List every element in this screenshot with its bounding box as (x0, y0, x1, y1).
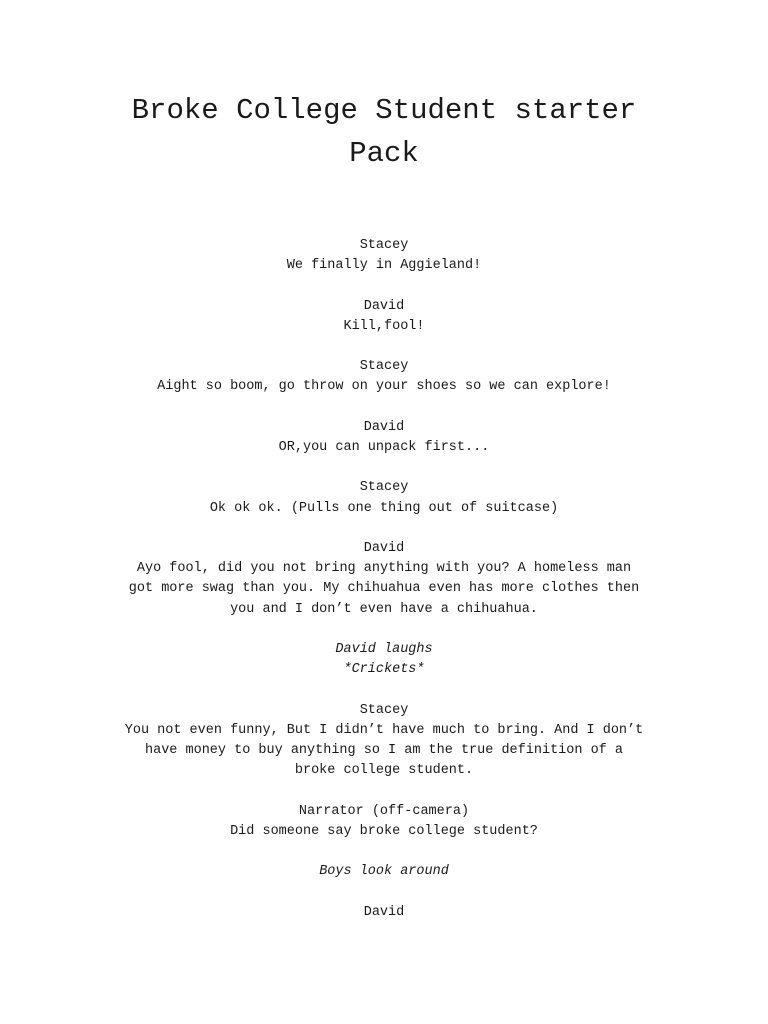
character-name: David (363, 904, 405, 920)
character-name: David (363, 298, 405, 314)
dialogue-block (0, 701, 768, 782)
character-name: Narrator (off-camera) (298, 803, 470, 819)
dialogue-line: Aight so boom, go throw on your shoes so we can explore! (157, 379, 611, 395)
block-spacer (0, 458, 768, 478)
dialogue-block (0, 802, 768, 842)
block-spacer (0, 882, 768, 902)
dialogue-block (0, 478, 768, 518)
dialogue-line: Ayo fool, did you not bring anything with you? A homeless man (136, 561, 632, 577)
dialogue-line: Ok ok ok. (Pulls one thing out of suitcase) (209, 500, 559, 516)
block-spacer (0, 842, 768, 862)
dialogue-line: Did someone say broke college student? (230, 823, 538, 839)
dialogue-line: you and I don’t even have a chihuahua. (230, 601, 538, 617)
block-spacer (0, 620, 768, 640)
dialogue-line: Kill,fool! (343, 318, 425, 334)
dialogue-block (0, 903, 768, 923)
character-name: Stacey (359, 702, 409, 718)
block-spacer (0, 519, 768, 539)
title-line-1: Broke College Student starter (131, 94, 637, 127)
dialogue-line: got more swag than you. My chihuahua even has more clothes then (128, 581, 640, 597)
title-line-2: Pack (349, 137, 419, 170)
dialogue-block (0, 539, 768, 620)
action-line: *Crickets* (343, 662, 425, 678)
script-body (0, 236, 768, 923)
character-name: David (363, 419, 405, 435)
dialogue-line: have money to buy anything so I am the true definition of a (145, 742, 623, 758)
character-name: Stacey (359, 238, 409, 253)
block-spacer (0, 276, 768, 296)
character-name: Stacey (359, 480, 409, 496)
dialogue-line: OR,you can unpack first... (278, 439, 490, 455)
document-title (0, 89, 768, 175)
block-spacer (0, 398, 768, 418)
dialogue-block (0, 236, 768, 276)
dialogue-block (0, 418, 768, 458)
block-spacer (0, 781, 768, 801)
dialogue-line: broke college student. (294, 763, 474, 779)
action-line: Boys look around (319, 864, 449, 880)
action-block (0, 640, 768, 680)
dialogue-block (0, 297, 768, 337)
dialogue-block (0, 357, 768, 397)
dialogue-line: We finally in Aggieland! (286, 258, 482, 274)
block-spacer (0, 680, 768, 700)
action-block (0, 862, 768, 882)
action-line: David laughs (335, 641, 433, 657)
block-spacer (0, 337, 768, 357)
dialogue-line: You not even funny, But I didn’t have much to bring. And I don’t (124, 722, 644, 738)
character-name: David (363, 540, 405, 556)
character-name: Stacey (359, 359, 409, 375)
